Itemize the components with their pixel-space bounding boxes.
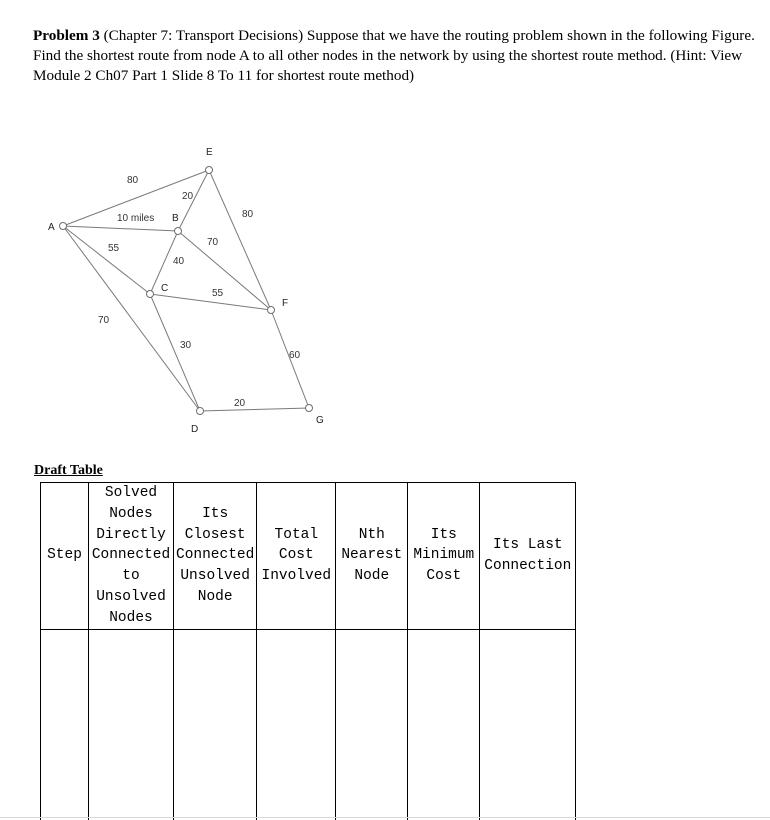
edge-label-b-c: 40	[173, 256, 185, 267]
cell-last-connection[interactable]	[480, 629, 576, 820]
header-total-cost: Total Cost Involved	[257, 483, 336, 630]
node-e	[206, 167, 213, 174]
draft-table-title: Draft Table	[34, 463, 103, 478]
header-step: Step	[41, 483, 89, 630]
problem-label: Problem 3	[33, 27, 100, 44]
edge-label-a-b: 10 miles	[117, 213, 155, 224]
edge-label-f-g: 60	[289, 350, 301, 361]
network-edges	[63, 170, 309, 411]
edge-b-f	[178, 231, 271, 310]
node-c	[147, 291, 154, 298]
node-d	[197, 408, 204, 415]
draft-table-header-row	[41, 483, 576, 630]
draft-table	[40, 482, 576, 820]
edge-c-f	[150, 294, 271, 310]
node-b	[175, 228, 182, 235]
edge-c-d	[150, 294, 200, 411]
node-a	[60, 223, 67, 230]
edge-labels	[98, 175, 301, 409]
edge-label-a-d: 70	[98, 315, 110, 326]
edge-label-b-e: 20	[182, 191, 194, 202]
edge-a-b	[63, 226, 178, 231]
node-label-d: D	[191, 424, 199, 435]
node-label-c: C	[161, 283, 169, 294]
node-f	[268, 307, 275, 314]
edge-a-c	[63, 226, 150, 294]
node-label-g: G	[316, 415, 324, 426]
header-last-connection: Its Last Connection	[480, 483, 576, 630]
header-solved-nodes: Solved Nodes Directly Connected to Unsolved Nodes	[89, 483, 174, 630]
edge-label-e-f: 80	[242, 209, 254, 220]
cell-solved-nodes[interactable]	[89, 629, 174, 820]
edge-label-d-g: 20	[234, 398, 246, 409]
node-label-b: B	[172, 213, 179, 224]
edge-a-d	[63, 226, 200, 411]
header-closest-unsolved: Its Closest Connected Unsolved Node	[174, 483, 257, 630]
header-nth-nearest: Nth Nearest Node	[336, 483, 408, 630]
edge-label-c-d: 30	[180, 340, 192, 351]
edge-label-a-c: 55	[108, 243, 120, 254]
node-label-f: F	[282, 298, 289, 309]
cell-minimum-cost[interactable]	[408, 629, 480, 820]
problem-text: (Chapter 7: Transport Decisions) Suppose that we have the routing problem shown in the following Figure. Find the shortest route from node A to all other nodes in the network by using the shortest route method. (Hint: View Module 2 Ch07 Part 1 Slide 8 To 11 for shortest route method)	[33, 27, 755, 84]
edge-d-g	[200, 408, 309, 411]
node-label-a: A	[48, 222, 55, 233]
node-label-e: E	[206, 147, 213, 158]
edge-label-c-f: 55	[212, 288, 224, 299]
cell-total-cost[interactable]	[257, 629, 336, 820]
cell-step[interactable]	[41, 629, 89, 820]
page-bottom-divider	[0, 817, 770, 818]
edge-label-a-e: 80	[127, 175, 139, 186]
edge-label-b-f: 70	[207, 237, 219, 248]
header-minimum-cost: Its Minimum Cost	[408, 483, 480, 630]
node-g	[306, 405, 313, 412]
cell-closest-unsolved[interactable]	[174, 629, 257, 820]
cell-nth-nearest[interactable]	[336, 629, 408, 820]
draft-table-row	[41, 629, 576, 820]
